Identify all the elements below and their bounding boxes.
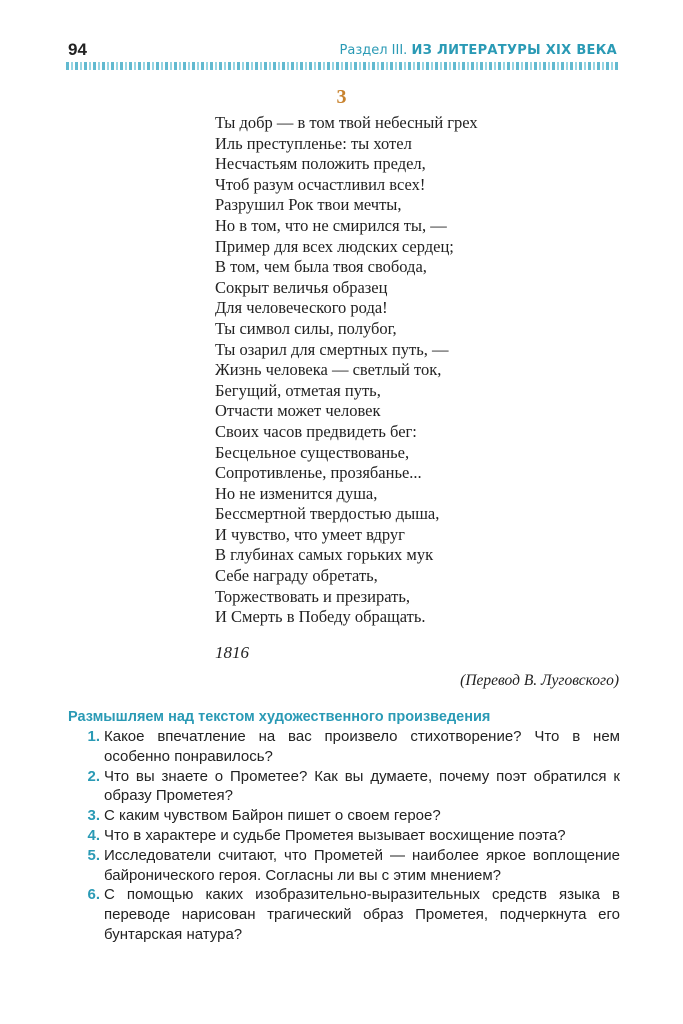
poem-line: Бессмертной твердостью дыша,	[215, 504, 440, 524]
question-text: С помощью каких изобразительно-выразительных средств языка в переводе нарисован трагический образ Прометея, подчеркнута его бунтарская натура?	[104, 886, 620, 943]
question-text: Что вы знаете о Прометее? Как вы думаете, почему поэт обратился к образу Прометея?	[104, 767, 620, 805]
poem-line: Ты добр — в том твой небесный грех	[215, 113, 478, 132]
poem-line: Сокрыт величья образец	[215, 277, 388, 297]
poem-line: Разрушил Рок твои мечты,	[215, 195, 402, 215]
poem-line: Бесцельное существованье,	[215, 442, 410, 462]
poem-line: Жизнь человека — светлый ток,	[215, 360, 442, 380]
poem-line: Для человеческого рода!	[215, 298, 388, 318]
question-item	[68, 826, 620, 846]
question-text: Исследователи считают, что Прометей — наиболее яркое воплощение байронического героя. Согласны ли вы с этим мнением?	[104, 846, 620, 884]
poem-line: Своих часов предвидеть бег:	[215, 421, 417, 441]
poem-line: Бегущий, отметая путь,	[215, 380, 381, 400]
question-text: Какое впечатление на вас произвело стихотворение? Что в нем особенно понравилось?	[104, 728, 620, 765]
poem-line: Несчастьям положить предел,	[215, 154, 426, 174]
question-text: С каким чувством Байрон пишет о своем герое?	[104, 807, 441, 825]
poem-line: Пример для всех людских сердец;	[215, 236, 454, 256]
poem-line: Ты символ силы, полубог,	[215, 318, 397, 338]
running-header	[340, 43, 617, 58]
question-number: 4.	[87, 826, 100, 844]
poem-line: В том, чем была твоя свобода,	[215, 257, 427, 277]
poem-year: 1816	[215, 643, 249, 662]
section-title: ИЗ ЛИТЕРАТУРЫ XIX ВЕКА	[411, 43, 617, 58]
poem-line: Но в том, что не смирился ты, —	[215, 215, 447, 235]
poem-line: Сопротивленье, прозябанье...	[215, 463, 422, 483]
question-item	[68, 885, 620, 944]
poem-line: Иль преступленье: ты хотел	[215, 133, 412, 153]
question-item	[68, 806, 620, 826]
question-number: 1.	[87, 728, 100, 745]
questions-list	[68, 727, 620, 945]
section-prefix: Раздел III.	[339, 43, 408, 58]
poem-line: Но не изменится душа,	[215, 483, 378, 503]
question-text: Что в характере и судьбе Прометея вызывает восхищение поэта?	[104, 826, 566, 844]
question-item	[68, 846, 620, 886]
question-number: 3.	[87, 807, 100, 825]
poem-line: Торжествовать и презирать,	[215, 586, 410, 606]
poem-line: Отчасти может человек	[215, 401, 381, 421]
question-item	[68, 767, 620, 807]
ornament-divider	[66, 62, 618, 70]
poem-line: И Смерть в Победу обращать.	[215, 607, 426, 627]
poem-line: В глубинах самых горьких мук	[215, 545, 434, 565]
question-number: 2.	[87, 767, 100, 785]
stanza-number: 3	[336, 86, 347, 108]
question-number: 5.	[87, 846, 100, 864]
page-number: 94	[68, 40, 87, 59]
question-item	[68, 727, 620, 767]
poem-line: Себе награду обретать,	[215, 566, 378, 586]
questions-title: Размышляем над текстом художественного произведения	[68, 709, 491, 725]
poem-text	[215, 113, 478, 628]
translation-credit: (Перевод В. Луговского)	[460, 672, 619, 689]
question-number: 6.	[87, 886, 100, 904]
poem-line: Ты озарил для смертных путь, —	[215, 339, 449, 359]
poem-line: Чтоб разум осчастливил всех!	[215, 174, 426, 194]
poem-line: И чувство, что умеет вдруг	[215, 524, 405, 544]
